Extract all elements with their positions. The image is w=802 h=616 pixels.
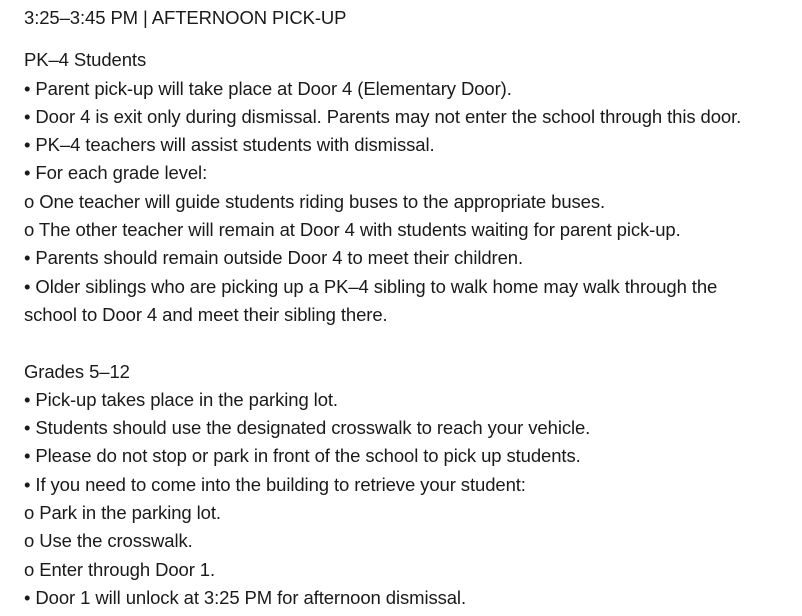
list-item: • Parents should remain outside Door 4 to meet their children. — [24, 247, 524, 269]
list-item: • Parent pick-up will take place at Door 4 (Elementary Door). — [24, 77, 512, 99]
list-item: • Door 4 is exit only during dismissal. Parents may not enter the school through this door. — [24, 105, 742, 127]
list-item: • Students should use the designated crosswalk to reach your vehicle. — [24, 417, 591, 439]
list-item: • Pick-up takes place in the parking lot. — [24, 388, 338, 410]
document-body — [24, 4, 794, 612]
list-subitem: o The other teacher will remain at Door 4 with students waiting for parent pick-up. — [24, 219, 681, 241]
pickup-time-heading: 3:25–3:45 PM | AFTERNOON PICK-UP — [24, 7, 347, 28]
list-item: • Older siblings who are picking up a PK–4 sibling to walk home may walk through the school to Door 4 and meet their sibling there. — [24, 275, 718, 325]
list-item: • PK–4 teachers will assist students with dismissal. — [24, 134, 435, 156]
list-item: • Please do not stop or park in front of the school to pick up students. — [24, 445, 581, 467]
list-subitem: o One teacher will guide students riding buses to the appropriate buses. — [24, 190, 606, 212]
section-pk4 — [24, 46, 794, 329]
list-item: • Door 1 will unlock at 3:25 PM for afternoon dismissal. — [24, 586, 466, 608]
section-spacer — [24, 329, 794, 357]
section-grades-5-12 — [24, 358, 794, 613]
list-subitem: o Enter through Door 1. — [24, 558, 216, 580]
section-heading-pk4: PK–4 Students — [24, 49, 147, 71]
list-subitem: o Park in the parking lot. — [24, 502, 221, 524]
list-subitem: o Use the crosswalk. — [24, 530, 193, 552]
list-item: • If you need to come into the building to retrieve your student: — [24, 473, 526, 495]
list-item: • For each grade level: — [24, 162, 208, 184]
section-heading-grades-5-12: Grades 5–12 — [24, 360, 130, 382]
